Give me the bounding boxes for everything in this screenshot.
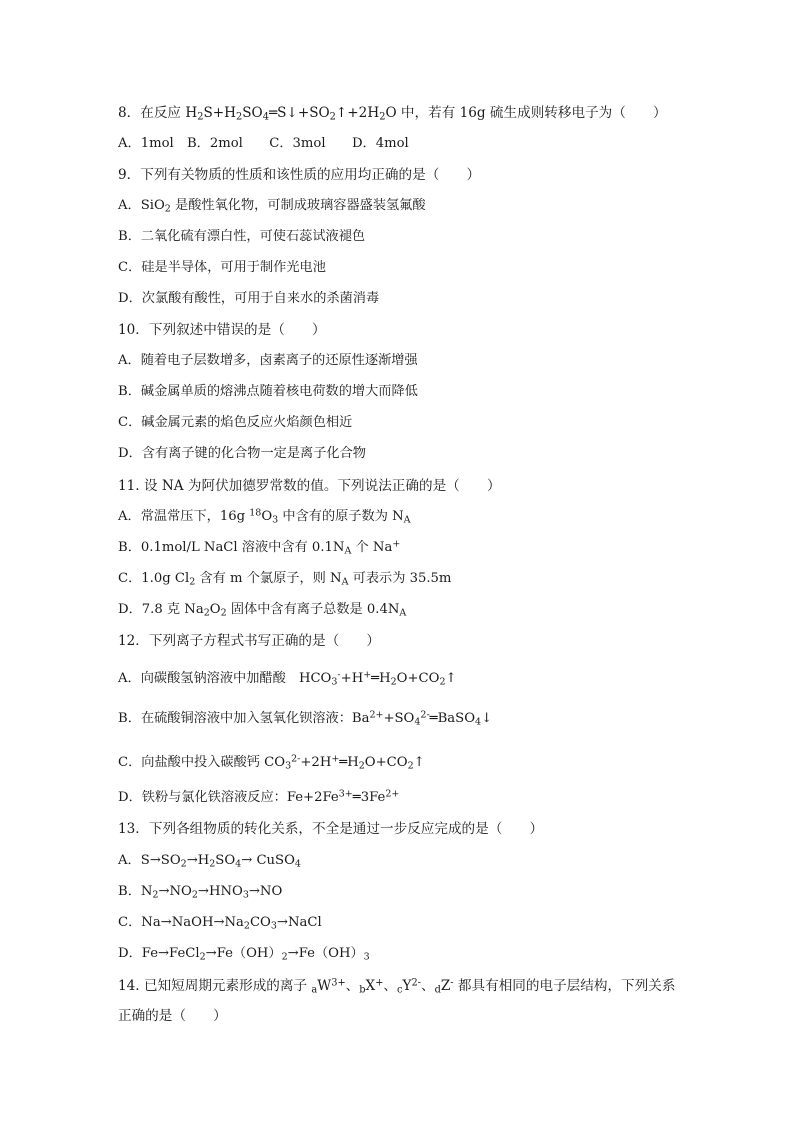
question-stem: 10．下列叙述中错误的是（ ） (118, 322, 326, 338)
question-stem: 11. 设 NA 为阿伏加德罗常数的值。下列说法正确的是（ ） (118, 478, 501, 494)
answer-option: C．$Na\to NaOH\to Na_2CO_3\to NaCl$ (118, 915, 322, 932)
answer-option: B．碱金属单质的熔沸点随着核电荷数的增大而降低 (118, 384, 418, 399)
answer-option: C．硅是半导体，可用于制作光电池 (118, 260, 326, 275)
answer-option: B．$N_2\to NO_2\to HNO_3\to NO$ (118, 884, 283, 901)
question-stem: 8．在反应 $H_2S+H_2SO_4═S↓+SO_2↑+2H_2O$ 中，若有 16g 硫生成则转移电子为（ ） (118, 105, 667, 123)
answer-option: D．$Fe\to FeCl_2\to Fe(OH)_2\to Fe(OH)_3$ (118, 946, 370, 963)
question-stem: 9．下列有关物质的性质和该性质的应用均正确的是（ ） (118, 167, 481, 183)
answer-option: C．向盐酸中投入碳酸钙 $CO_3^{2-}+2H^+═H_2O+CO_2↑$ (118, 753, 425, 772)
answer-option: D．次氯酸有酸性，可用于自来水的杀菌消毒 (118, 291, 380, 306)
question-stem: 正确的是（ ） (118, 1008, 227, 1024)
answer-option: C．1.0g $Cl_2$ 含有 m 个氯原子，则 $N_A$ 可表示为 35.5m (118, 571, 452, 588)
answer-option: D．含有离子键的化合物一定是离子化合物 (118, 446, 366, 461)
answer-option: B．在硫酸铜溶液中加入氢氧化钡溶液：$Ba^{2+}+SO_4^{2-}═BaSO_4↓$ (118, 709, 493, 728)
answer-option: A．常温常压下，16g $^{18}O_3$ 中含有的原子数为 $N_A$ (118, 507, 411, 526)
answer-option: B．0.1mol/L NaCl 溶液中含有 $0.1N_A$ 个 Na+ (118, 538, 401, 557)
answer-option: A．向碳酸氢钠溶液中加醋酸 $HCO_3^-+H^+═H_2O+CO_2↑$ (118, 669, 457, 688)
question-stem: 12．下列离子方程式书写正确的是（ ） (118, 633, 380, 649)
answer-option: A．SiO$_2$ 是酸性氧化物，可制成玻璃容器盛装氢氟酸 (118, 198, 426, 215)
answer-option: B．二氧化硫有漂白性，可使石蕊试液褪色 (118, 229, 366, 244)
answer-option: C．碱金属元素的焰色反应火焰颜色相近 (118, 415, 353, 430)
answer-option: D．铁粉与氯化铁溶液反应：$Fe+2Fe^{3+}═3Fe^{2+}$ (118, 788, 400, 805)
answer-option: A．随着电子层数增多，卤素离子的还原性逐渐增强 (118, 353, 418, 368)
answer-option: D．7.8 克 $Na_2O_2$ 固体中含有离子总数是 $0.4N_A$ (118, 602, 407, 619)
question-stem: 13．下列各组物质的转化关系，不全是通过一步反应完成的是（ ） (118, 821, 544, 837)
question-stem: 14. 已知短周期元素形成的离子 $_aW^{3+}$、$_b$X+、$_cY^{2-}$、$_d$Z- 都具有相同的电子层结构，下列关系 (118, 977, 676, 996)
answer-option: A．$S\to SO_2\to H_2SO_4\to$ CuSO$_4$ (118, 853, 301, 870)
answer-option: A．1mol B．2mol C．3mol D．4mol (118, 136, 409, 151)
